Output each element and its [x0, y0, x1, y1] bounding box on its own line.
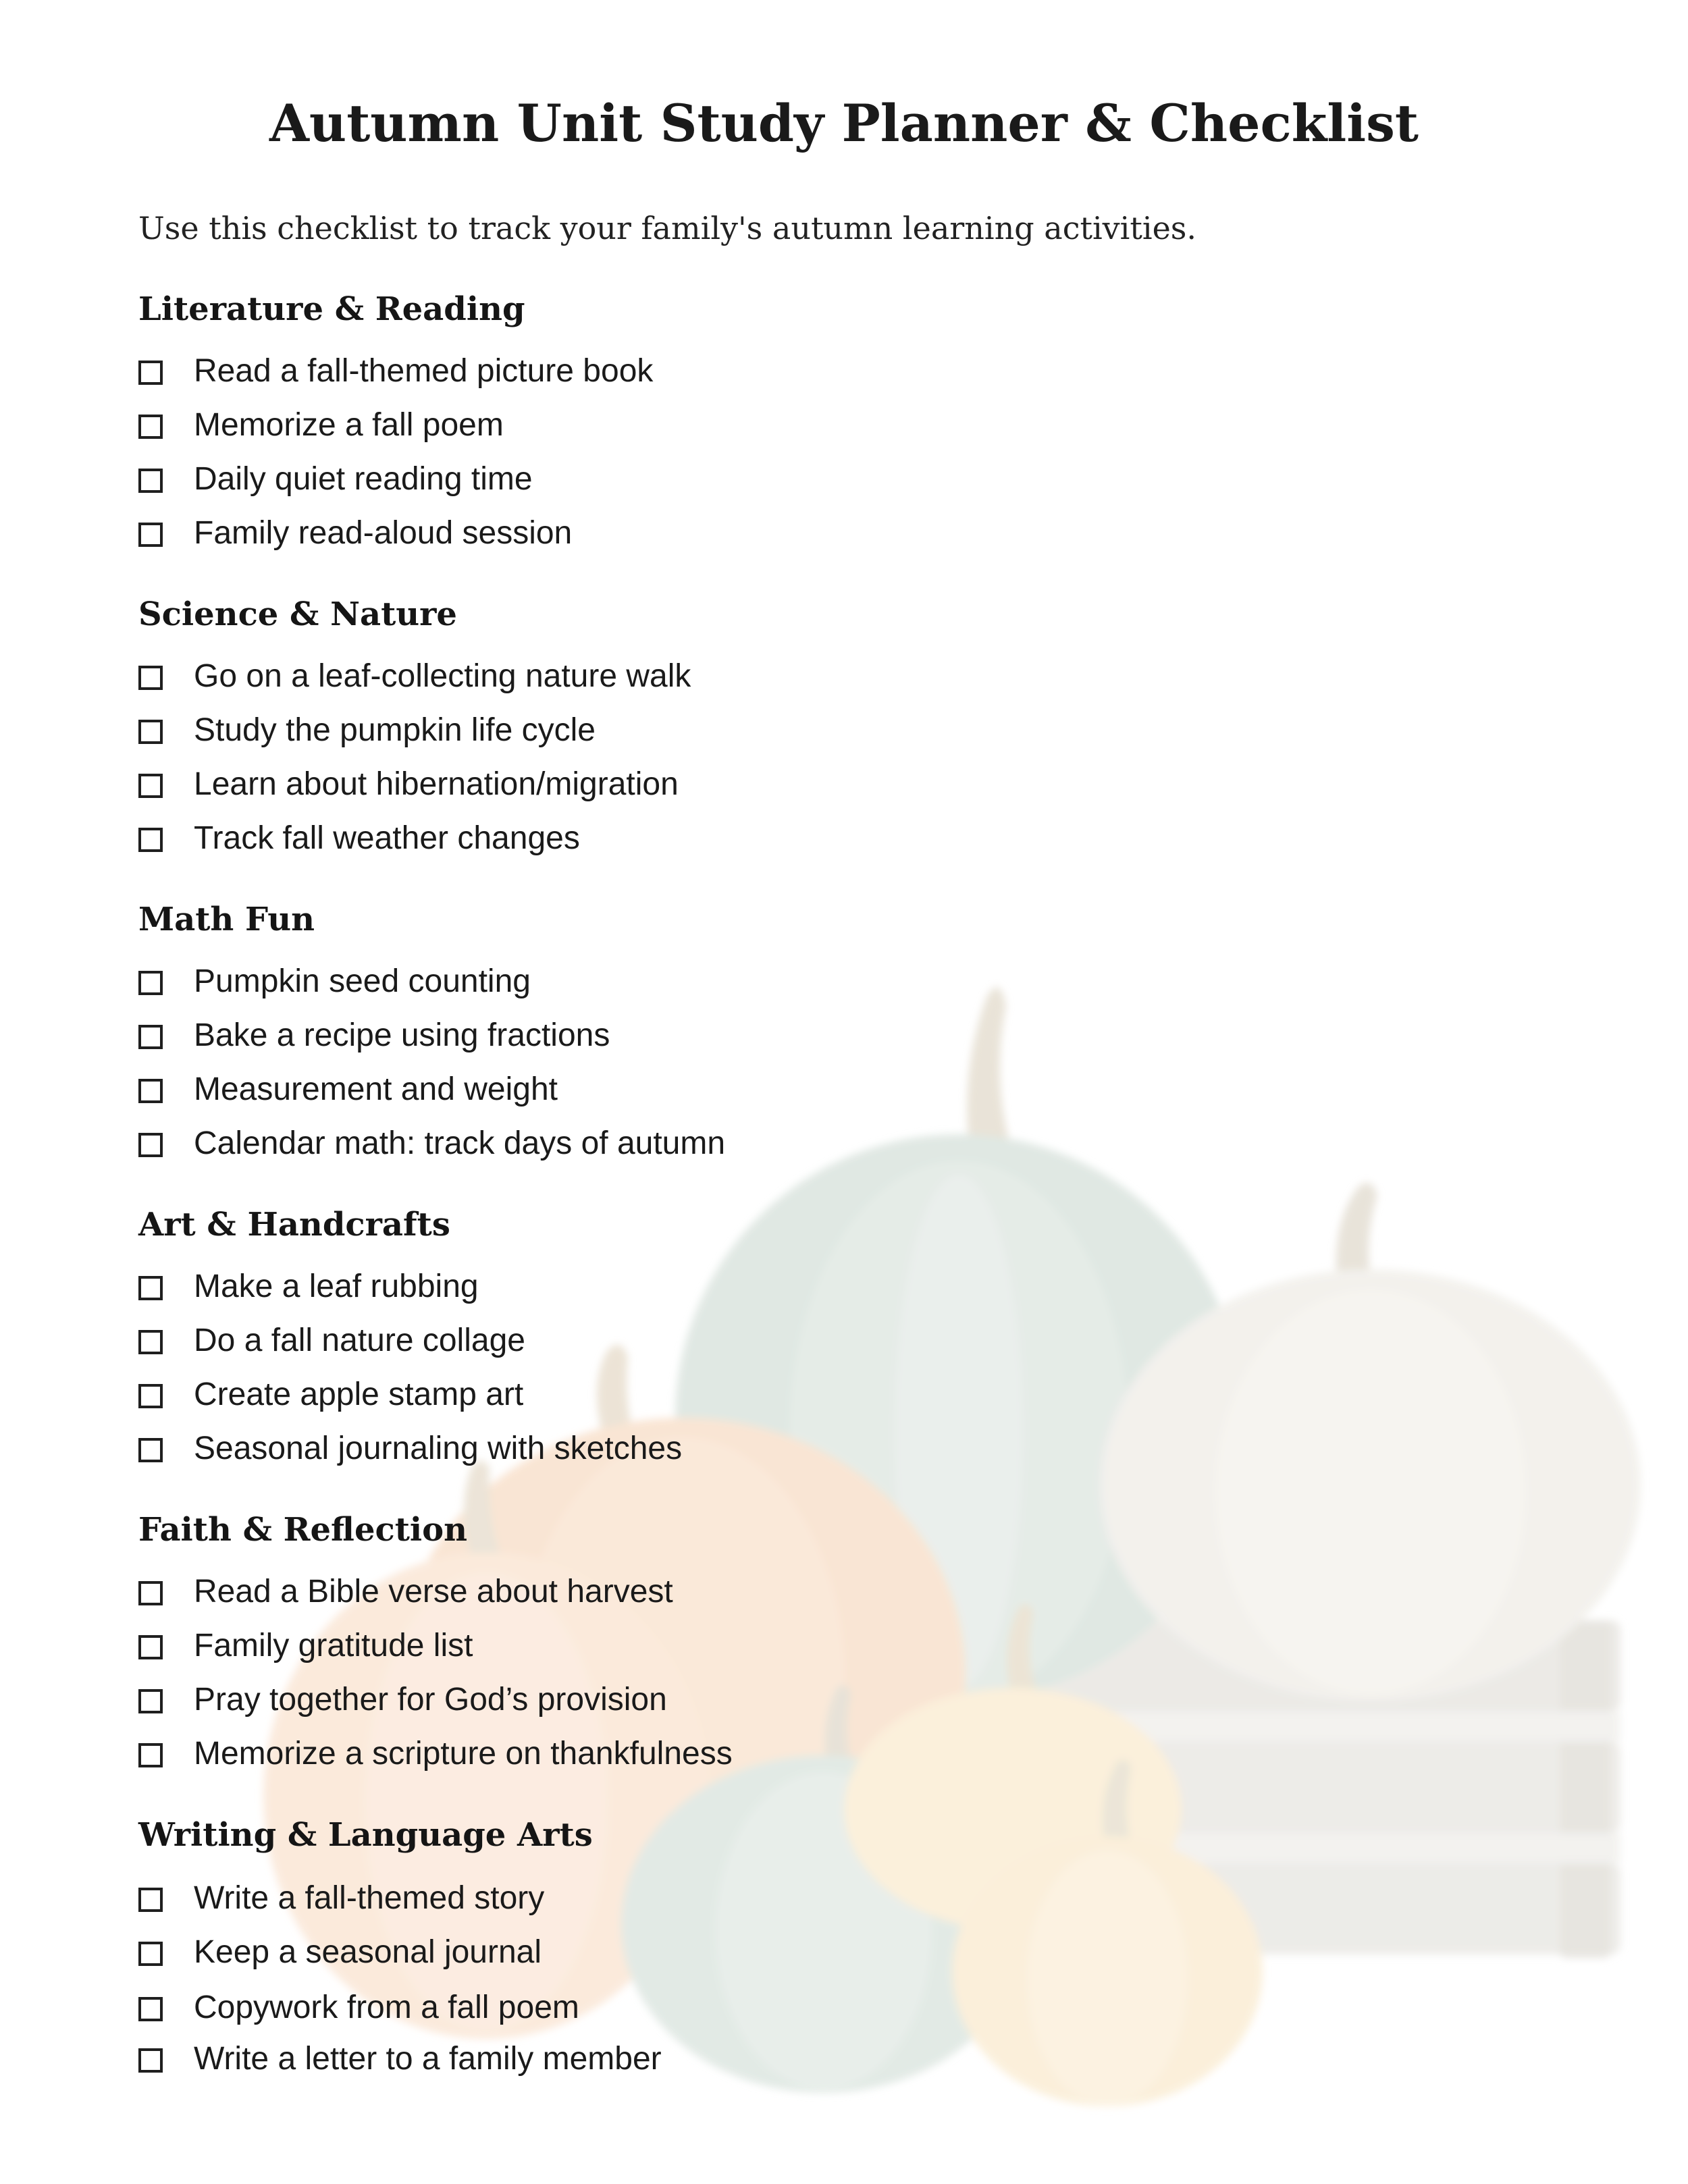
checkbox-icon[interactable]: [138, 1997, 163, 2021]
checkbox-icon[interactable]: [138, 1276, 163, 1300]
checkbox-icon[interactable]: [138, 1079, 163, 1103]
checkbox-icon[interactable]: [138, 1384, 163, 1408]
page-title: Autumn Unit Study Planner & Checklist: [269, 93, 1419, 153]
checkbox-icon[interactable]: [138, 415, 163, 439]
section-heading-faith: Faith & Reflection: [138, 1511, 468, 1549]
checklist-item-label: Calendar math: track days of autumn: [194, 1125, 726, 1161]
checklist-item-label: Memorize a scripture on thankfulness: [194, 1736, 733, 1772]
checkbox-icon[interactable]: [138, 1133, 163, 1157]
checklist-item-label: Measurement and weight: [194, 1071, 558, 1107]
section-heading-art: Art & Handcrafts: [138, 1206, 450, 1244]
checklist-item-label: Read a fall-themed picture book: [194, 353, 654, 389]
section-heading-science: Science & Nature: [138, 595, 457, 633]
checkbox-icon[interactable]: [138, 1330, 163, 1354]
checkbox-icon[interactable]: [138, 1581, 163, 1605]
checkbox-icon[interactable]: [138, 1438, 163, 1462]
checklist-item-label: Daily quiet reading time: [194, 461, 533, 497]
checklist-item-label: Pray together for God’s provision: [194, 1682, 667, 1717]
checkbox-icon[interactable]: [138, 1942, 163, 1966]
checklist-item-label: Memorize a fall poem: [194, 407, 504, 443]
checkbox-icon[interactable]: [138, 2048, 163, 2073]
checklist-item-label: Learn about hibernation/migration: [194, 766, 679, 802]
section-heading-literature: Literature & Reading: [138, 290, 525, 328]
checkbox-icon[interactable]: [138, 666, 163, 690]
checkbox-icon[interactable]: [138, 1743, 163, 1767]
checklist-item-label: Bake a recipe using fractions: [194, 1017, 610, 1053]
checklist-item-label: Family gratitude list: [194, 1628, 473, 1663]
checkbox-icon[interactable]: [138, 1888, 163, 1912]
checklist-item-label: Keep a seasonal journal: [194, 1934, 542, 1970]
checkbox-icon[interactable]: [138, 1635, 163, 1659]
checklist-item-label: Do a fall nature collage: [194, 1323, 525, 1358]
checkbox-icon[interactable]: [138, 469, 163, 493]
checkbox-icon[interactable]: [138, 361, 163, 385]
section-heading-writing: Writing & Language Arts: [138, 1816, 593, 1854]
checkbox-icon[interactable]: [138, 720, 163, 744]
checklist-item-label: Family read-aloud session: [194, 515, 573, 551]
checklist-item-label: Read a Bible verse about harvest: [194, 1574, 673, 1609]
checklist-item-label: Pumpkin seed counting: [194, 963, 531, 999]
intro-text: Use this checklist to track your family's autumn learning activities.: [138, 210, 1197, 246]
checklist-item-label: Seasonal journaling with sketches: [194, 1431, 683, 1466]
checklist-item-label: Go on a leaf-collecting nature walk: [194, 658, 691, 694]
checkbox-icon[interactable]: [138, 1025, 163, 1049]
checklist-item-label: Create apple stamp art: [194, 1377, 524, 1412]
checkbox-icon[interactable]: [138, 971, 163, 995]
checkbox-icon[interactable]: [138, 828, 163, 852]
checklist-item-label: Write a letter to a family member: [194, 2041, 662, 2077]
checklist-item-label: Copywork from a fall poem: [194, 1990, 579, 2025]
checkbox-icon[interactable]: [138, 774, 163, 798]
checkbox-icon[interactable]: [138, 523, 163, 547]
checkbox-icon[interactable]: [138, 1689, 163, 1713]
checklist-item-label: Write a fall-themed story: [194, 1880, 545, 1916]
checklist-item-label: Track fall weather changes: [194, 820, 580, 856]
checklist-item-label: Study the pumpkin life cycle: [194, 712, 596, 748]
section-heading-math: Math Fun: [138, 901, 315, 938]
checklist-item-label: Make a leaf rubbing: [194, 1269, 479, 1304]
